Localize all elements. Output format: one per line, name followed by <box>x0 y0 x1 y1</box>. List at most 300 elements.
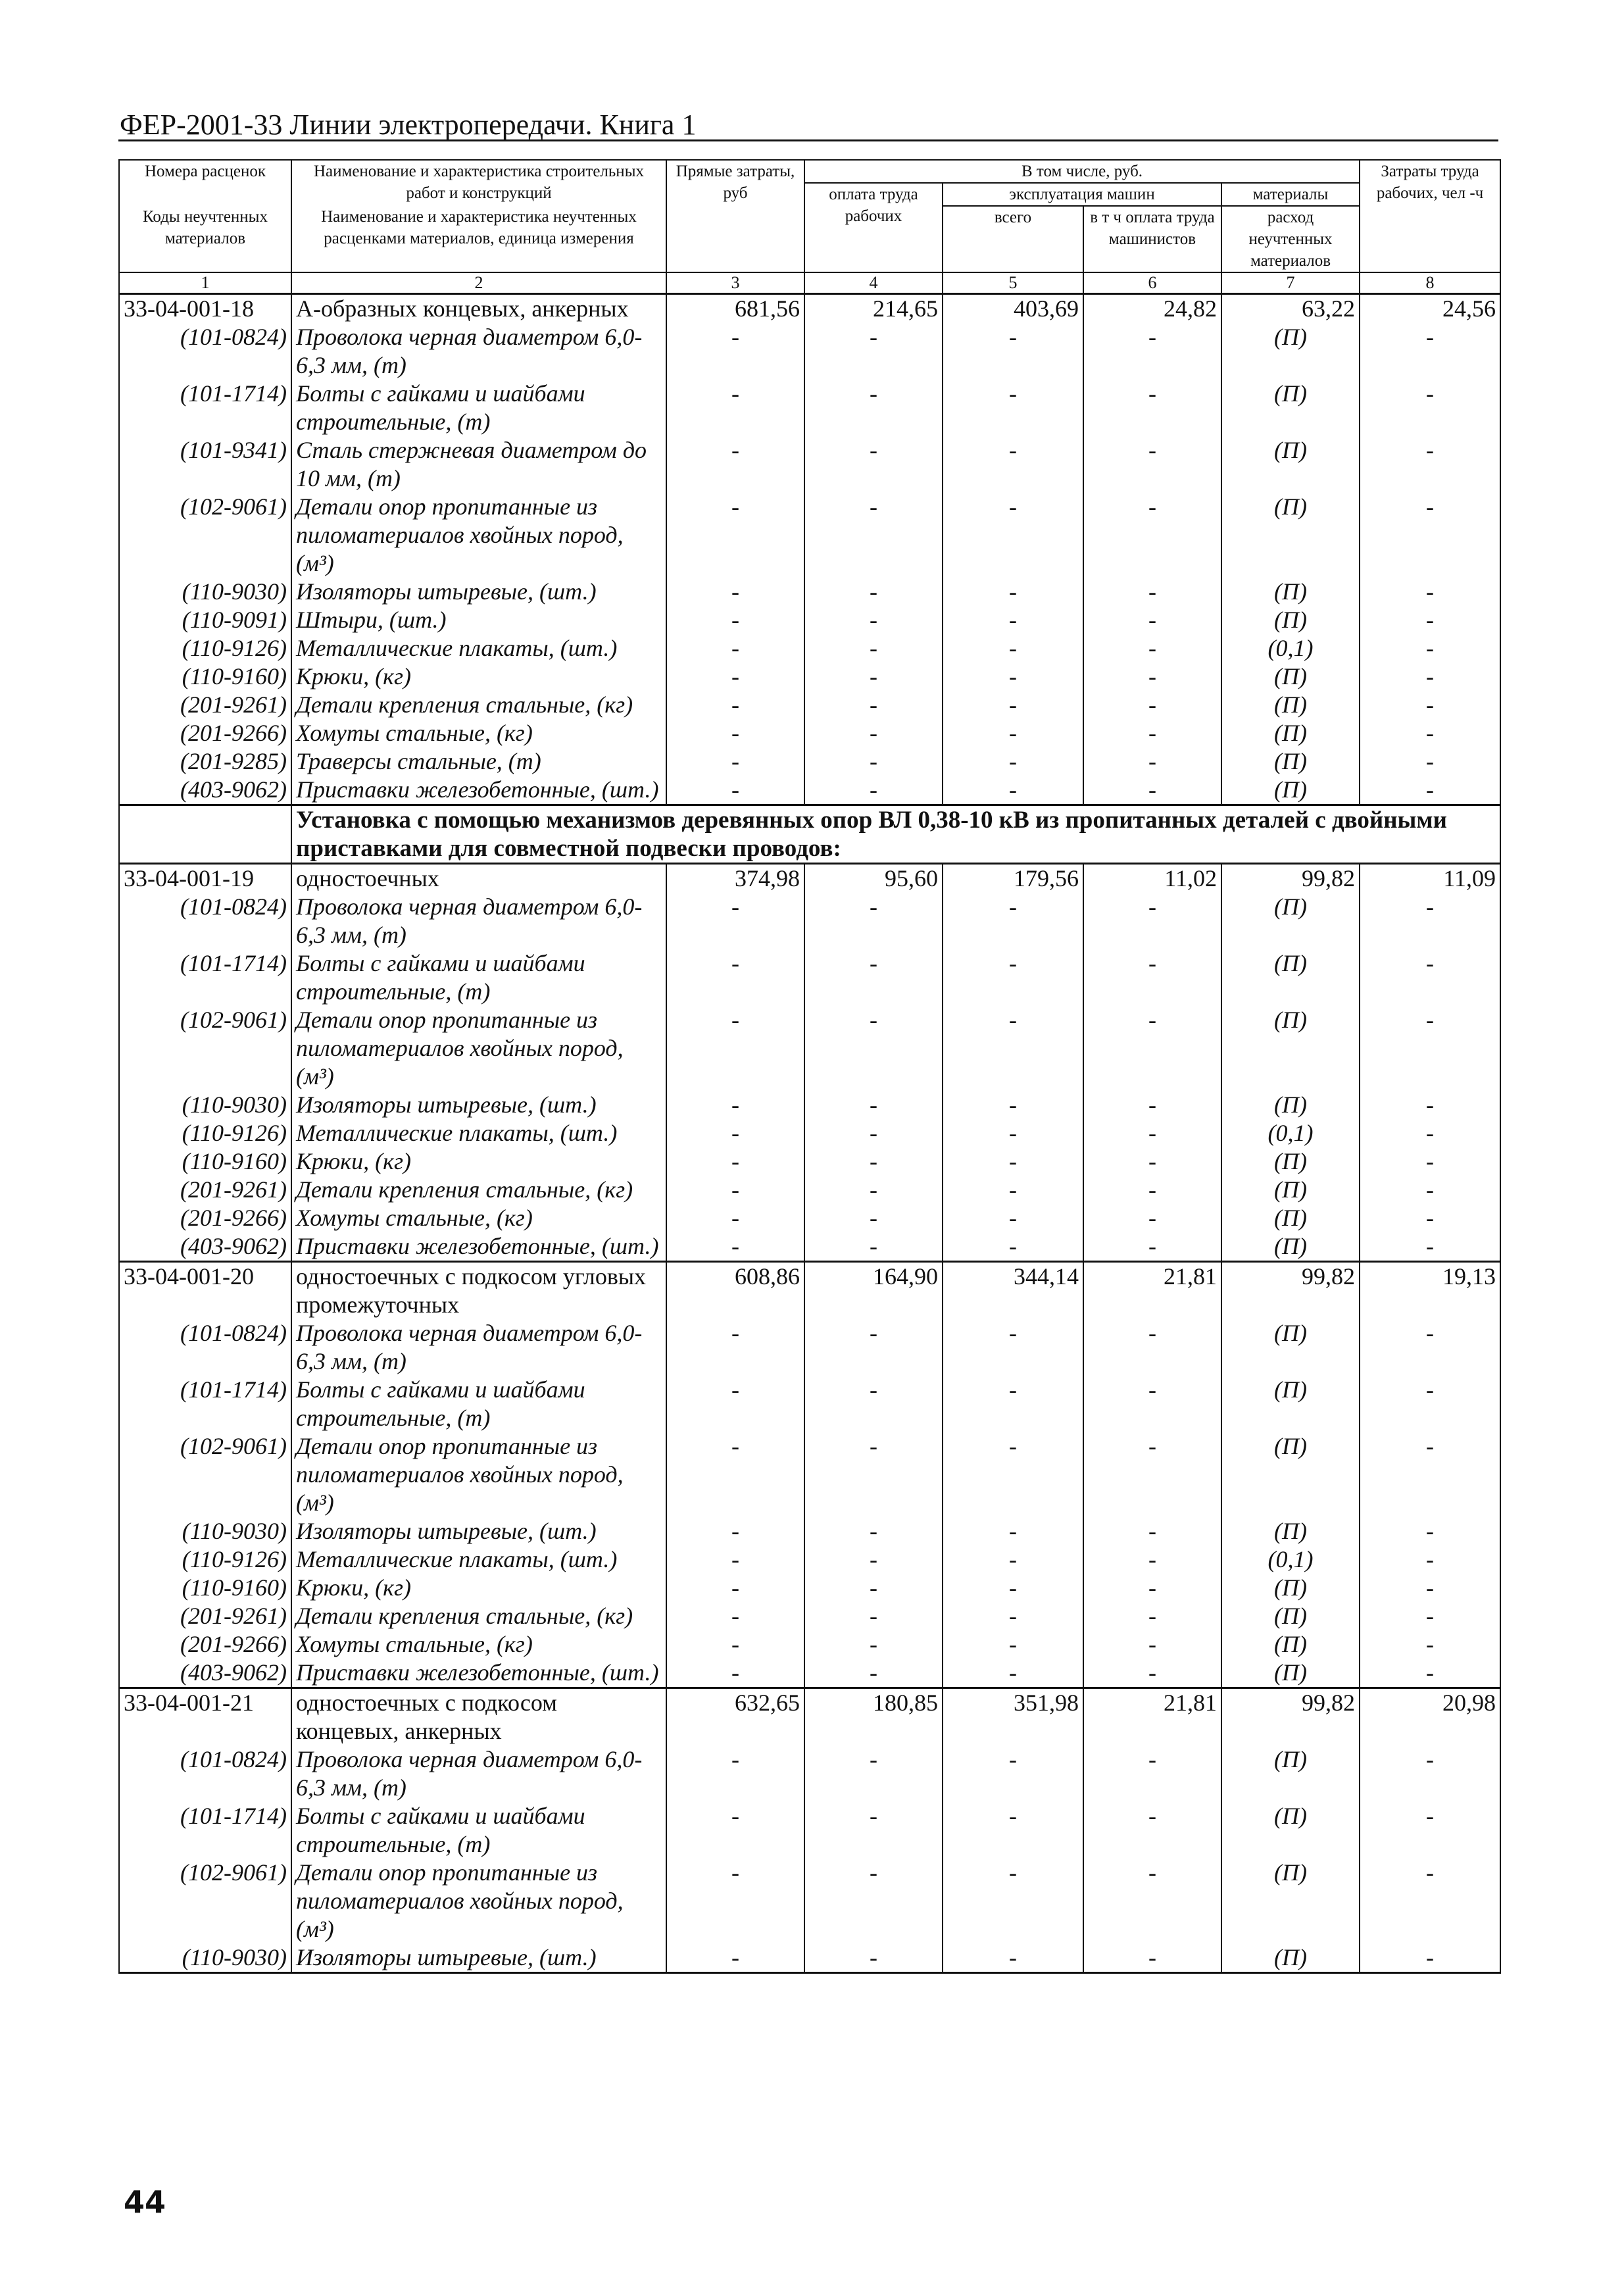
material-name: Детали опор пропитанные из пиломатериалов хвойных пород, (м³) <box>291 1432 666 1517</box>
material-usage-cell: 99,82 <box>1221 1688 1360 1746</box>
material-code: (403-9062) <box>119 1232 291 1262</box>
material-row <box>119 1943 1500 1973</box>
section-title: Установка с помощью механизмов деревянных опор ВЛ 0,38-10 кВ из пропитанных деталей с двойными приставками для совместной подвески проводов: <box>291 805 1500 864</box>
machines-total-cell: - <box>943 1859 1083 1943</box>
machines-total-cell: - <box>943 1204 1083 1232</box>
labor-hours-cell: - <box>1360 1574 1500 1602</box>
machines-total-cell: - <box>943 1176 1083 1204</box>
labor-hours-cell: 24,56 <box>1360 294 1500 324</box>
machines-total-cell: - <box>943 893 1083 949</box>
rates-table-wrapper <box>118 159 1500 1974</box>
material-usage-cell: 63,22 <box>1221 294 1360 324</box>
machinist-pay-cell: - <box>1083 1802 1221 1859</box>
col-materials-header: материалы <box>1221 183 1360 206</box>
labor-hours-cell: - <box>1360 1517 1500 1545</box>
material-name: Металлические плакаты, (шт.) <box>291 1119 666 1147</box>
labor-hours-cell: 20,98 <box>1360 1688 1500 1746</box>
col-worker-pay-header: оплата труда рабочих <box>804 183 943 272</box>
labor-hours-cell: - <box>1360 380 1500 436</box>
material-row <box>119 493 1500 578</box>
col-number: 8 <box>1360 272 1500 294</box>
material-usage-cell: (0,1) <box>1221 1119 1360 1147</box>
material-usage-cell: (П) <box>1221 1630 1360 1659</box>
worker-pay-cell: - <box>804 893 943 949</box>
direct-costs-cell: 681,56 <box>666 294 804 324</box>
material-name: Проволока черная диаметром 6,0-6,3 мм, (т) <box>291 323 666 380</box>
col-number: 4 <box>804 272 943 294</box>
machines-total-cell: - <box>943 1602 1083 1630</box>
material-code: (101-1714) <box>119 1376 291 1432</box>
machinist-pay-cell: - <box>1083 1630 1221 1659</box>
machines-total-cell: - <box>943 691 1083 719</box>
material-usage-cell: (П) <box>1221 893 1360 949</box>
machines-total-cell: - <box>943 1630 1083 1659</box>
machines-total-cell: - <box>943 1232 1083 1262</box>
material-name: Детали крепления стальные, (кг) <box>291 1602 666 1630</box>
col-work-name-header: Наименование и характеристика строительных работ и конструкций <box>291 160 666 206</box>
material-code: (102-9061) <box>119 493 291 578</box>
rate-name: А-образных концевых, анкерных <box>291 294 666 324</box>
material-usage-cell: (0,1) <box>1221 1545 1360 1574</box>
material-name: Проволока черная диаметром 6,0-6,3 мм, (т) <box>291 893 666 949</box>
material-code: (110-9030) <box>119 1943 291 1973</box>
material-code: (201-9261) <box>119 1602 291 1630</box>
machines-total-cell: - <box>943 1147 1083 1176</box>
material-name: Металлические плакаты, (шт.) <box>291 634 666 663</box>
rate-row <box>119 864 1500 893</box>
material-row <box>119 1517 1500 1545</box>
material-code: (110-9126) <box>119 1119 291 1147</box>
material-name: Болты с гайками и шайбами строительные, (т) <box>291 380 666 436</box>
material-name: Сталь стержневая диаметром до 10 мм, (т) <box>291 436 666 493</box>
material-usage-cell: (П) <box>1221 691 1360 719</box>
labor-hours-cell: - <box>1360 493 1500 578</box>
machinist-pay-cell: - <box>1083 1376 1221 1432</box>
material-usage-cell: (П) <box>1221 1943 1360 1973</box>
machines-total-cell: - <box>943 380 1083 436</box>
machines-total-cell: - <box>943 1545 1083 1574</box>
col-number: 1 <box>119 272 291 294</box>
labor-hours-cell: - <box>1360 1745 1500 1802</box>
machinist-pay-cell: - <box>1083 1432 1221 1517</box>
labor-hours-cell: - <box>1360 949 1500 1006</box>
machines-total-cell: - <box>943 493 1083 578</box>
material-usage-cell: (П) <box>1221 493 1360 578</box>
labor-hours-cell: - <box>1360 1802 1500 1859</box>
material-name: Хомуты стальные, (кг) <box>291 1630 666 1659</box>
col-codes-header: Коды неучтенных материалов <box>119 206 291 272</box>
material-row <box>119 1176 1500 1204</box>
material-name: Крюки, (кг) <box>291 1147 666 1176</box>
material-name: Детали крепления стальные, (кг) <box>291 691 666 719</box>
col-rate-numbers-header: Номера расценок <box>119 160 291 206</box>
worker-pay-cell: - <box>804 493 943 578</box>
material-code: (101-0824) <box>119 323 291 380</box>
col-machines-header: эксплуатация машин <box>943 183 1221 206</box>
rate-row <box>119 1262 1500 1320</box>
material-row <box>119 893 1500 949</box>
material-name: Изоляторы штыревые, (шт.) <box>291 1517 666 1545</box>
material-row <box>119 1659 1500 1688</box>
material-code: (201-9266) <box>119 1204 291 1232</box>
direct-costs-cell: - <box>666 1602 804 1630</box>
labor-hours-cell: - <box>1360 776 1500 805</box>
material-name: Изоляторы штыревые, (шт.) <box>291 578 666 606</box>
worker-pay-cell: - <box>804 719 943 747</box>
machinist-pay-cell: 21,81 <box>1083 1688 1221 1746</box>
material-usage-cell: (П) <box>1221 1232 1360 1262</box>
direct-costs-cell: - <box>666 493 804 578</box>
material-name: Изоляторы штыревые, (шт.) <box>291 1091 666 1119</box>
labor-hours-cell: - <box>1360 578 1500 606</box>
material-code: (101-1714) <box>119 380 291 436</box>
material-code: (403-9062) <box>119 1659 291 1688</box>
material-row <box>119 606 1500 634</box>
material-code: (101-0824) <box>119 1319 291 1376</box>
rate-name: одностоечных <box>291 864 666 893</box>
machines-total-cell: - <box>943 1659 1083 1688</box>
document-header: ФЕР-2001-33 Линии электропередачи. Книга 1 <box>120 109 697 141</box>
material-code: (110-9030) <box>119 578 291 606</box>
machines-total-cell: - <box>943 1091 1083 1119</box>
material-usage-cell: (П) <box>1221 380 1360 436</box>
labor-hours-cell: - <box>1360 1319 1500 1376</box>
direct-costs-cell: - <box>666 691 804 719</box>
material-name: Хомуты стальные, (кг) <box>291 1204 666 1232</box>
material-row <box>119 949 1500 1006</box>
machines-total-cell: - <box>943 1517 1083 1545</box>
material-usage-cell: (П) <box>1221 1659 1360 1688</box>
material-row <box>119 1204 1500 1232</box>
labor-hours-cell: - <box>1360 1943 1500 1973</box>
machines-total-cell: - <box>943 1376 1083 1432</box>
labor-hours-cell: - <box>1360 1602 1500 1630</box>
machines-total-cell: - <box>943 1745 1083 1802</box>
col-number: 3 <box>666 272 804 294</box>
machinist-pay-cell: - <box>1083 691 1221 719</box>
col-number: 6 <box>1083 272 1221 294</box>
direct-costs-cell: - <box>666 1232 804 1262</box>
material-usage-cell: (П) <box>1221 776 1360 805</box>
material-row <box>119 691 1500 719</box>
direct-costs-cell: - <box>666 663 804 691</box>
machines-total-cell: - <box>943 1574 1083 1602</box>
machinist-pay-cell: - <box>1083 323 1221 380</box>
machinist-pay-cell: - <box>1083 493 1221 578</box>
material-row <box>119 1432 1500 1517</box>
direct-costs-cell: 374,98 <box>666 864 804 893</box>
col-group-header: В том числе, руб. <box>804 160 1360 183</box>
rate-row <box>119 294 1500 324</box>
labor-hours-cell: - <box>1360 1432 1500 1517</box>
material-code: (101-0824) <box>119 1745 291 1802</box>
machines-total-cell: - <box>943 747 1083 776</box>
worker-pay-cell: - <box>804 1630 943 1659</box>
labor-hours-cell: - <box>1360 719 1500 747</box>
machinist-pay-cell: - <box>1083 1859 1221 1943</box>
material-code: (101-0824) <box>119 893 291 949</box>
direct-costs-cell: - <box>666 1204 804 1232</box>
machinist-pay-cell: 11,02 <box>1083 864 1221 893</box>
machinist-pay-cell: - <box>1083 1602 1221 1630</box>
machinist-pay-cell: - <box>1083 1517 1221 1545</box>
rates-table <box>118 159 1501 1974</box>
direct-costs-cell: - <box>666 323 804 380</box>
direct-costs-cell: - <box>666 719 804 747</box>
machines-total-cell: 344,14 <box>943 1262 1083 1320</box>
worker-pay-cell: - <box>804 1602 943 1630</box>
labor-hours-cell: - <box>1360 1545 1500 1574</box>
labor-hours-cell: - <box>1360 1091 1500 1119</box>
material-usage-cell: (П) <box>1221 578 1360 606</box>
machines-total-cell: - <box>943 1119 1083 1147</box>
worker-pay-cell: - <box>804 1659 943 1688</box>
machinist-pay-cell: - <box>1083 1745 1221 1802</box>
machinist-pay-cell: - <box>1083 1204 1221 1232</box>
material-name: Проволока черная диаметром 6,0-6,3 мм, (т) <box>291 1745 666 1802</box>
material-code: (110-9126) <box>119 634 291 663</box>
direct-costs-cell: - <box>666 893 804 949</box>
worker-pay-cell: - <box>804 634 943 663</box>
material-usage-cell: (П) <box>1221 949 1360 1006</box>
worker-pay-cell: - <box>804 1574 943 1602</box>
direct-costs-cell: - <box>666 1176 804 1204</box>
material-usage-cell: (0,1) <box>1221 634 1360 663</box>
col-direct-costs-header: Прямые затраты, руб <box>666 160 804 272</box>
material-usage-cell: 99,82 <box>1221 864 1360 893</box>
material-row <box>119 578 1500 606</box>
direct-costs-cell: - <box>666 776 804 805</box>
material-row <box>119 634 1500 663</box>
direct-costs-cell: - <box>666 1943 804 1973</box>
direct-costs-cell: 632,65 <box>666 1688 804 1746</box>
direct-costs-cell: - <box>666 606 804 634</box>
labor-hours-cell: - <box>1360 893 1500 949</box>
labor-hours-cell: - <box>1360 747 1500 776</box>
worker-pay-cell: - <box>804 1147 943 1176</box>
material-row <box>119 663 1500 691</box>
material-usage-cell: (П) <box>1221 1602 1360 1630</box>
worker-pay-cell: 95,60 <box>804 864 943 893</box>
direct-costs-cell: - <box>666 1574 804 1602</box>
col-labor-hours-header: Затраты труда рабочих, чел -ч <box>1360 160 1500 272</box>
material-usage-cell: (П) <box>1221 1176 1360 1204</box>
labor-hours-cell: - <box>1360 1859 1500 1943</box>
worker-pay-cell: 180,85 <box>804 1688 943 1746</box>
direct-costs-cell: - <box>666 1630 804 1659</box>
machinist-pay-cell: - <box>1083 1147 1221 1176</box>
labor-hours-cell: - <box>1360 634 1500 663</box>
worker-pay-cell: - <box>804 436 943 493</box>
machines-total-cell: - <box>943 949 1083 1006</box>
worker-pay-cell: - <box>804 1802 943 1859</box>
material-name: Крюки, (кг) <box>291 663 666 691</box>
machinist-pay-cell: - <box>1083 747 1221 776</box>
material-row <box>119 380 1500 436</box>
machines-total-cell: 403,69 <box>943 294 1083 324</box>
worker-pay-cell: - <box>804 606 943 634</box>
col-number: 2 <box>291 272 666 294</box>
material-usage-cell: (П) <box>1221 1319 1360 1376</box>
material-row <box>119 1119 1500 1147</box>
labor-hours-cell: - <box>1360 1119 1500 1147</box>
rate-row <box>119 1688 1500 1746</box>
worker-pay-cell: - <box>804 1517 943 1545</box>
labor-hours-cell: - <box>1360 436 1500 493</box>
worker-pay-cell: - <box>804 663 943 691</box>
worker-pay-cell: - <box>804 1091 943 1119</box>
page-number: 44 <box>124 2184 166 2220</box>
material-usage-cell: (П) <box>1221 1517 1360 1545</box>
material-code: (110-9160) <box>119 1147 291 1176</box>
labor-hours-cell: - <box>1360 1006 1500 1091</box>
material-name: Приставки железобетонные, (шт.) <box>291 776 666 805</box>
material-row <box>119 1745 1500 1802</box>
col-machines-total-header: всего <box>943 206 1083 272</box>
material-code: (201-9266) <box>119 1630 291 1659</box>
direct-costs-cell: - <box>666 1319 804 1376</box>
material-usage-cell: (П) <box>1221 1574 1360 1602</box>
machines-total-cell: - <box>943 606 1083 634</box>
material-code: (101-1714) <box>119 949 291 1006</box>
material-row <box>119 1006 1500 1091</box>
machinist-pay-cell: - <box>1083 1232 1221 1262</box>
machinist-pay-cell: - <box>1083 1176 1221 1204</box>
machinist-pay-cell: - <box>1083 663 1221 691</box>
rate-code: 33-04-001-18 <box>119 294 291 324</box>
material-code: (110-9030) <box>119 1091 291 1119</box>
direct-costs-cell: - <box>666 380 804 436</box>
material-usage-cell: (П) <box>1221 1147 1360 1176</box>
material-name: Болты с гайками и шайбами строительные, (т) <box>291 1376 666 1432</box>
machines-total-cell: - <box>943 1943 1083 1973</box>
machinist-pay-cell: - <box>1083 719 1221 747</box>
machines-total-cell: - <box>943 1319 1083 1376</box>
material-name: Приставки железобетонные, (шт.) <box>291 1659 666 1688</box>
material-usage-cell: (П) <box>1221 1432 1360 1517</box>
material-name: Приставки железобетонные, (шт.) <box>291 1232 666 1262</box>
material-row <box>119 1545 1500 1574</box>
labor-hours-cell: - <box>1360 323 1500 380</box>
machines-total-cell: - <box>943 1802 1083 1859</box>
worker-pay-cell: - <box>804 380 943 436</box>
material-usage-cell: (П) <box>1221 1745 1360 1802</box>
direct-costs-cell: - <box>666 1859 804 1943</box>
material-usage-cell: (П) <box>1221 719 1360 747</box>
material-row <box>119 1859 1500 1943</box>
rate-name: одностоечных с подкосом угловых промежуточных <box>291 1262 666 1320</box>
machinist-pay-cell: - <box>1083 380 1221 436</box>
material-name: Болты с гайками и шайбами строительные, (т) <box>291 1802 666 1859</box>
worker-pay-cell: - <box>804 691 943 719</box>
worker-pay-cell: - <box>804 949 943 1006</box>
worker-pay-cell: - <box>804 323 943 380</box>
machines-total-cell: - <box>943 323 1083 380</box>
direct-costs-cell: - <box>666 634 804 663</box>
direct-costs-cell: - <box>666 1376 804 1432</box>
material-usage-cell: (П) <box>1221 1859 1360 1943</box>
section-heading-row <box>119 805 1500 864</box>
machinist-pay-cell: - <box>1083 949 1221 1006</box>
machinist-pay-cell: - <box>1083 634 1221 663</box>
material-usage-cell: 99,82 <box>1221 1262 1360 1320</box>
worker-pay-cell: - <box>804 1745 943 1802</box>
material-name: Штыри, (шт.) <box>291 606 666 634</box>
material-code: (201-9261) <box>119 1176 291 1204</box>
material-name: Детали опор пропитанные из пиломатериалов хвойных пород, (м³) <box>291 1859 666 1943</box>
machinist-pay-cell: - <box>1083 893 1221 949</box>
table-body <box>119 294 1500 1973</box>
worker-pay-cell: - <box>804 1376 943 1432</box>
material-code: (110-9091) <box>119 606 291 634</box>
material-row <box>119 436 1500 493</box>
material-row <box>119 1232 1500 1262</box>
direct-costs-cell: - <box>666 1119 804 1147</box>
col-material-name-header: Наименование и характеристика неучтенных расценками материалов, единица измерения <box>291 206 666 272</box>
machinist-pay-cell: - <box>1083 1574 1221 1602</box>
worker-pay-cell: - <box>804 1232 943 1262</box>
machinist-pay-cell: - <box>1083 1006 1221 1091</box>
material-code: (110-9126) <box>119 1545 291 1574</box>
material-code: (110-9160) <box>119 1574 291 1602</box>
material-name: Детали крепления стальные, (кг) <box>291 1176 666 1204</box>
machinist-pay-cell: - <box>1083 1659 1221 1688</box>
material-code: (201-9261) <box>119 691 291 719</box>
machinist-pay-cell: - <box>1083 1545 1221 1574</box>
worker-pay-cell: - <box>804 776 943 805</box>
material-code: (201-9266) <box>119 719 291 747</box>
direct-costs-cell: 608,86 <box>666 1262 804 1320</box>
machinist-pay-cell: - <box>1083 776 1221 805</box>
worker-pay-cell: - <box>804 1319 943 1376</box>
machines-total-cell: - <box>943 1432 1083 1517</box>
material-name: Проволока черная диаметром 6,0-6,3 мм, (т) <box>291 1319 666 1376</box>
material-row <box>119 747 1500 776</box>
direct-costs-cell: - <box>666 436 804 493</box>
direct-costs-cell: - <box>666 1517 804 1545</box>
rate-code: 33-04-001-20 <box>119 1262 291 1320</box>
material-row <box>119 1319 1500 1376</box>
worker-pay-cell: 164,90 <box>804 1262 943 1320</box>
machinist-pay-cell: - <box>1083 1319 1221 1376</box>
machines-total-cell: 351,98 <box>943 1688 1083 1746</box>
material-row <box>119 1602 1500 1630</box>
labor-hours-cell: - <box>1360 691 1500 719</box>
material-usage-cell: (П) <box>1221 323 1360 380</box>
material-name: Траверсы стальные, (т) <box>291 747 666 776</box>
labor-hours-cell: - <box>1360 1232 1500 1262</box>
material-usage-cell: (П) <box>1221 1091 1360 1119</box>
material-usage-cell: (П) <box>1221 436 1360 493</box>
section-spacer-cell <box>119 805 291 864</box>
labor-hours-cell: - <box>1360 1147 1500 1176</box>
machinist-pay-cell: 21,81 <box>1083 1262 1221 1320</box>
col-number: 5 <box>943 272 1083 294</box>
material-code: (110-9030) <box>119 1517 291 1545</box>
rate-name: одностоечных с подкосом концевых, анкерных <box>291 1688 666 1746</box>
col-material-usage-header: расход неучтенных материалов <box>1221 206 1360 272</box>
machines-total-cell: - <box>943 663 1083 691</box>
worker-pay-cell: - <box>804 1859 943 1943</box>
material-row <box>119 1091 1500 1119</box>
labor-hours-cell: - <box>1360 1204 1500 1232</box>
direct-costs-cell: - <box>666 747 804 776</box>
rate-code: 33-04-001-21 <box>119 1688 291 1746</box>
machinist-pay-cell: - <box>1083 1943 1221 1973</box>
material-usage-cell: (П) <box>1221 1376 1360 1432</box>
worker-pay-cell: - <box>804 1432 943 1517</box>
machinist-pay-cell: - <box>1083 578 1221 606</box>
